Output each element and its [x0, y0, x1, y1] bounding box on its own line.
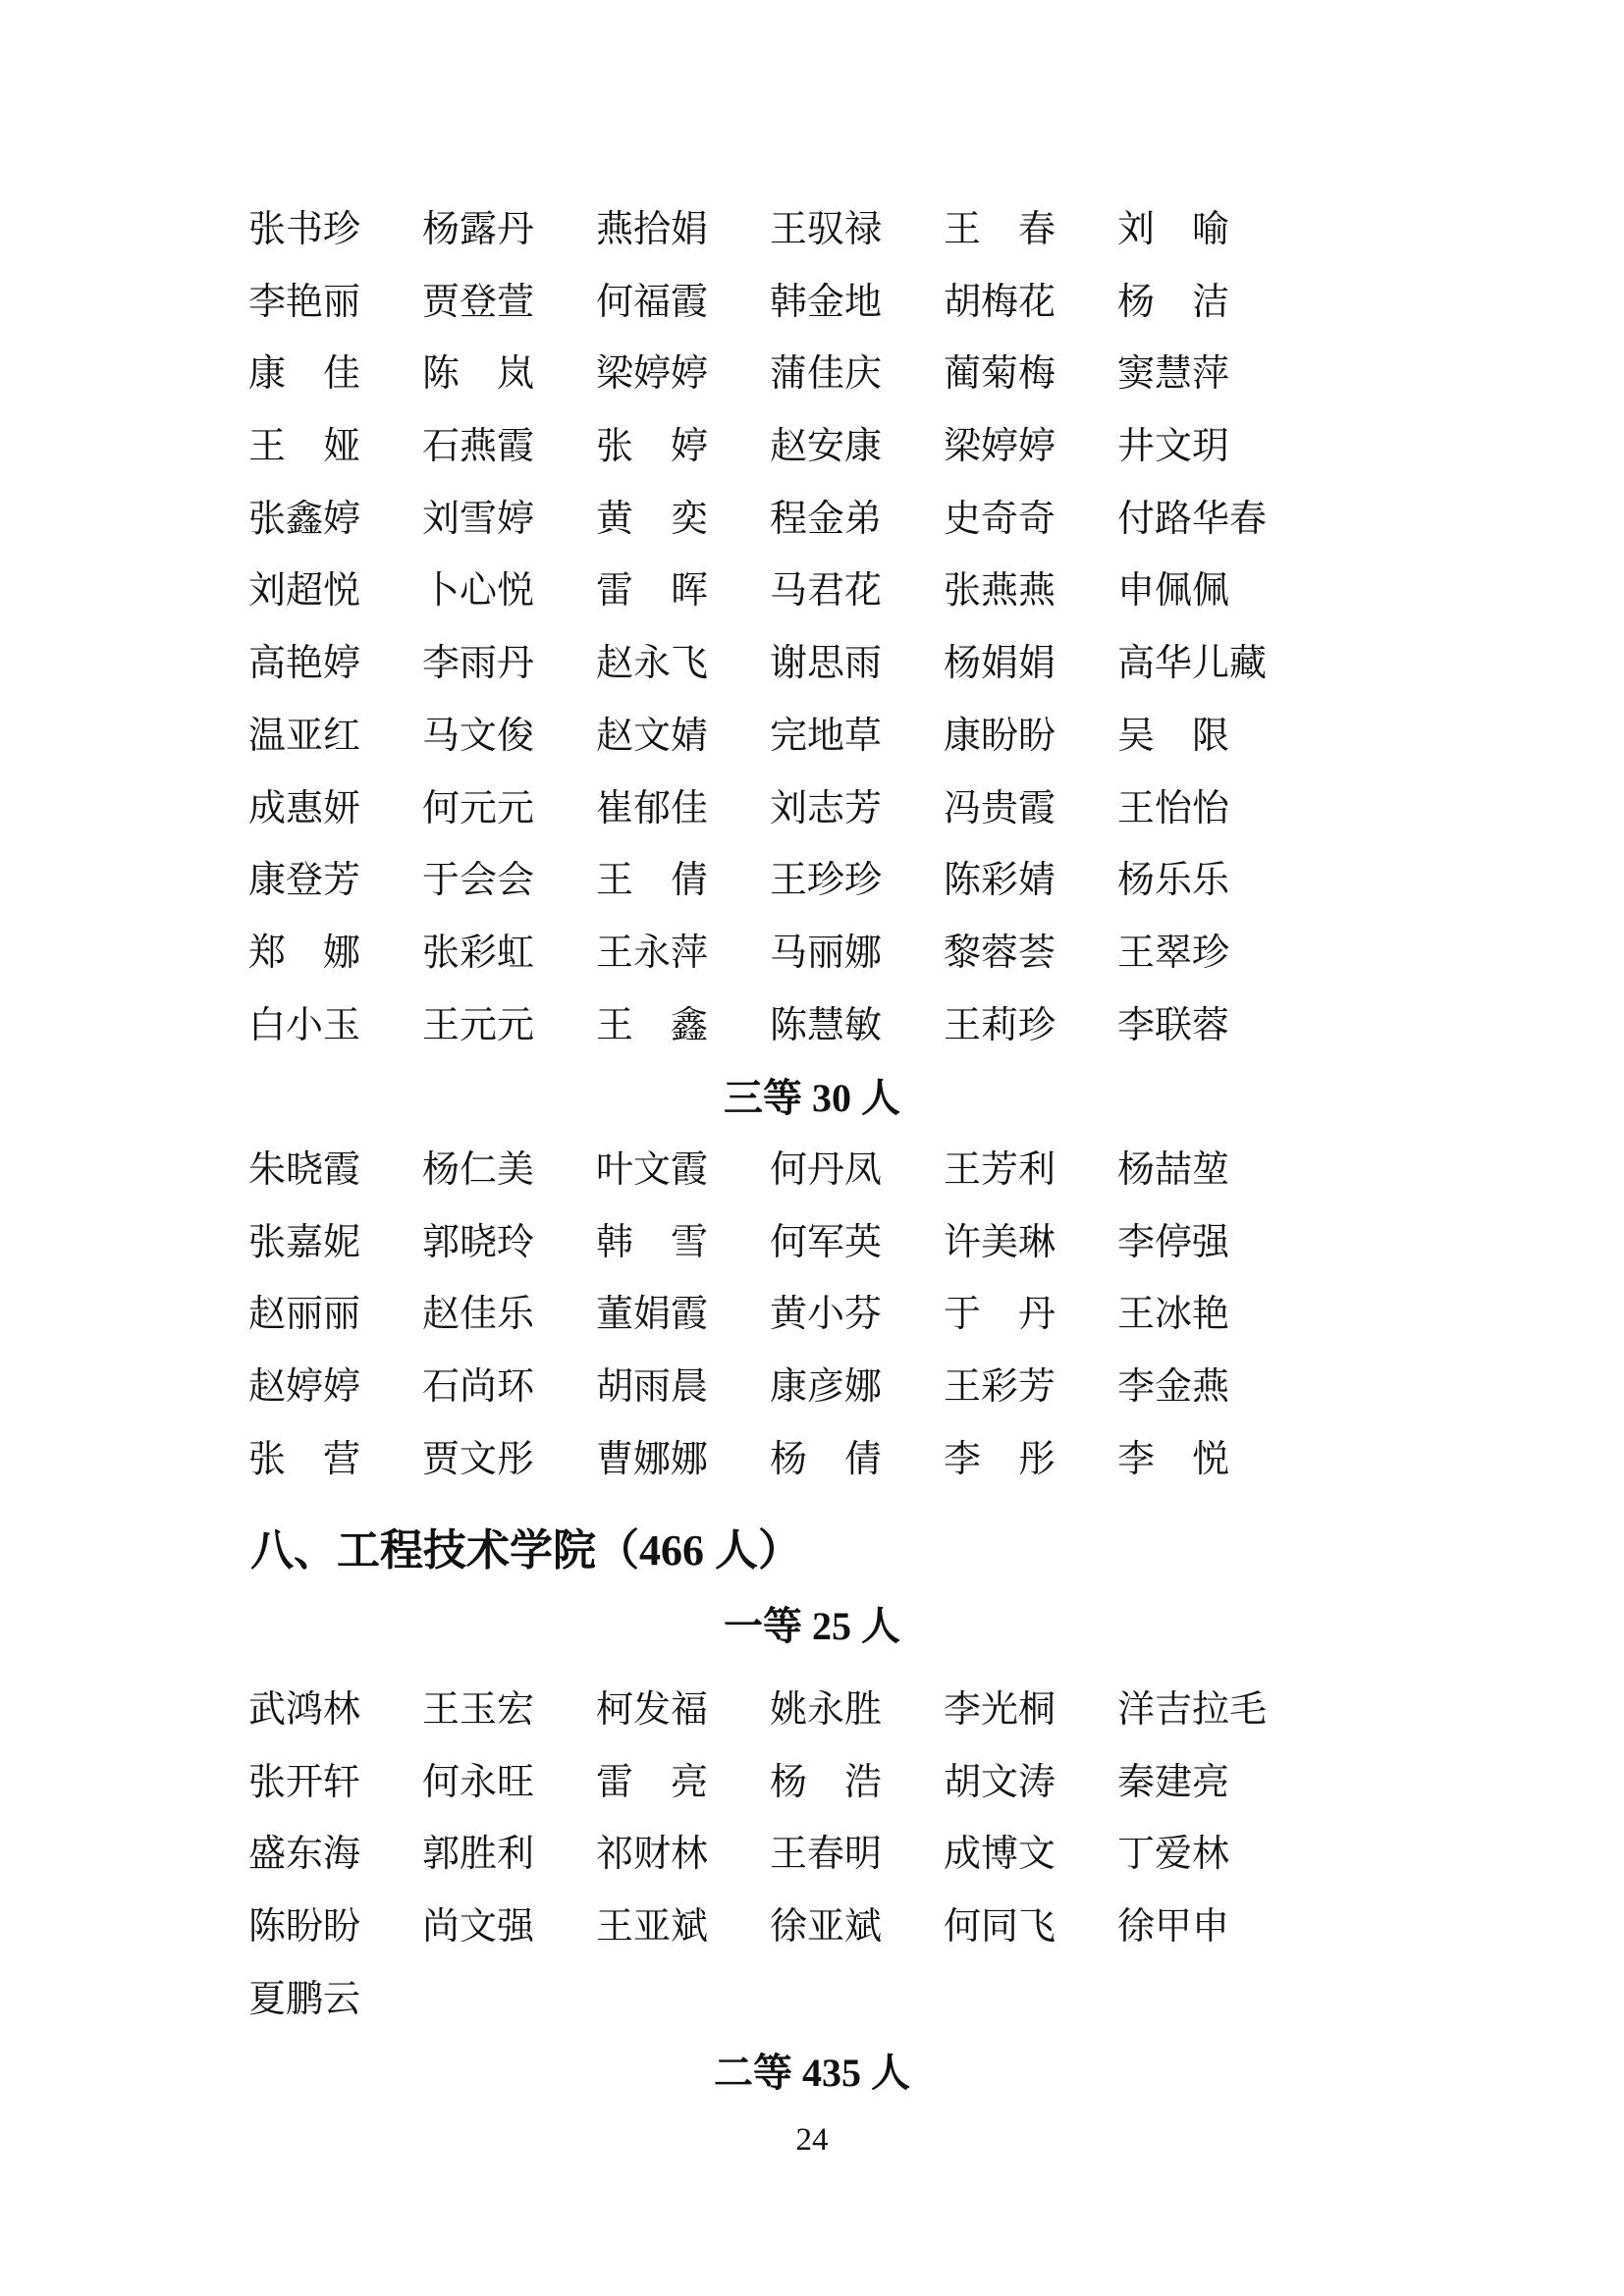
name-cell: 柯发福	[596, 1689, 709, 1732]
name-cell: 王 春	[944, 209, 1056, 250]
name-cell: 曹娜娜	[596, 1438, 709, 1480]
name-cell: 陈彩婧	[944, 860, 1056, 902]
name-cell: 胡雨晨	[596, 1366, 709, 1408]
name-row	[248, 845, 1624, 918]
name-cell: 尚文强	[422, 1906, 535, 1949]
name-cell: 胡文涛	[944, 1761, 1056, 1803]
name-cell: 康 佳	[248, 353, 361, 396]
name-row	[248, 1279, 1624, 1352]
name-row	[248, 628, 1624, 701]
name-cell: 王亚斌	[596, 1906, 709, 1949]
name-cell: 杨 浩	[770, 1761, 883, 1803]
name-cell: 陈慧敏	[770, 1004, 883, 1046]
name-cell: 程金弟	[770, 498, 883, 540]
name-cell: 郑 娜	[248, 932, 361, 974]
name-cell: 杨 倩	[770, 1438, 883, 1480]
name-cell: 董娟霞	[596, 1294, 709, 1336]
name-cell: 张彩虹	[422, 932, 535, 974]
name-cell: 李雨丹	[422, 643, 535, 685]
name-cell: 王 娅	[248, 426, 361, 468]
name-row	[248, 918, 1624, 990]
name-row	[248, 1964, 1624, 2037]
name-cell: 姚永胜	[770, 1689, 883, 1732]
name-row	[248, 1352, 1624, 1424]
name-cell: 徐甲申	[1117, 1906, 1230, 1949]
name-cell: 贾文彤	[422, 1438, 535, 1480]
name-cell: 窦慧萍	[1117, 353, 1230, 396]
name-cell: 秦建亮	[1117, 1761, 1230, 1803]
name-cell: 郭晓玲	[422, 1221, 535, 1263]
name-cell: 叶文霞	[596, 1148, 709, 1191]
name-cell: 白小玉	[248, 1004, 361, 1046]
name-cell: 李艳丽	[248, 281, 361, 323]
name-cell: 王莉珍	[944, 1004, 1056, 1046]
name-cell: 于 丹	[944, 1294, 1056, 1336]
name-cell: 张书珍	[248, 209, 361, 250]
name-cell: 赵安康	[770, 426, 883, 468]
name-cell: 吴 限	[1117, 715, 1230, 757]
name-cell: 张嘉妮	[248, 1221, 361, 1263]
name-cell: 康盼盼	[944, 715, 1056, 757]
name-cell: 张燕燕	[944, 570, 1056, 613]
name-cell: 杨 洁	[1117, 281, 1230, 323]
name-cell: 马君花	[770, 570, 883, 613]
name-cell: 高艳婷	[248, 643, 361, 685]
name-cell: 王驭禄	[770, 209, 883, 250]
page-number: 24	[795, 2122, 829, 2158]
college-section-heading: 八、工程技术学院（466 人）	[250, 1526, 801, 1575]
name-cell: 卜心悦	[422, 570, 535, 613]
tier2-heading: 二等 435 人	[714, 2050, 910, 2095]
name-cell: 雷 晖	[596, 570, 709, 613]
name-cell: 何元元	[422, 787, 535, 829]
name-cell: 刘雪婷	[422, 498, 535, 540]
name-cell: 王冰艳	[1117, 1294, 1230, 1336]
name-cell: 郭胜利	[422, 1834, 535, 1876]
name-row	[248, 990, 1624, 1063]
name-cell: 李 悦	[1117, 1438, 1230, 1480]
name-cell: 赵永飞	[596, 643, 709, 685]
name-cell: 韩 雪	[596, 1221, 709, 1263]
name-cell: 张开轩	[248, 1761, 361, 1803]
name-cell: 王永萍	[596, 932, 709, 974]
name-cell: 贾登萱	[422, 281, 535, 323]
name-cell: 冯贵霞	[944, 787, 1056, 829]
name-cell: 于会会	[422, 860, 535, 902]
name-cell: 武鸿林	[248, 1689, 361, 1732]
name-cell: 杨乐乐	[1117, 860, 1230, 902]
name-cell: 付路华春	[1117, 498, 1268, 540]
name-cell: 何丹凤	[770, 1148, 883, 1191]
name-cell: 梁婷婷	[596, 353, 709, 396]
name-cell: 康彦娜	[770, 1366, 883, 1408]
name-cell: 王 鑫	[596, 1004, 709, 1046]
name-cell: 王元元	[422, 1004, 535, 1046]
name-cell: 刘志芳	[770, 787, 883, 829]
name-cell: 胡梅花	[944, 281, 1056, 323]
name-cell: 张 营	[248, 1438, 361, 1480]
name-cell: 崔郁佳	[596, 787, 709, 829]
name-cell: 燕拾娟	[596, 209, 709, 250]
name-cell: 史奇奇	[944, 498, 1056, 540]
name-cell: 许美琳	[944, 1221, 1056, 1263]
name-cell: 陈 岚	[422, 353, 535, 396]
name-row	[248, 484, 1624, 557]
name-cell: 杨娟娟	[944, 643, 1056, 685]
name-cell: 王玉宏	[422, 1689, 535, 1732]
name-row	[248, 701, 1624, 774]
name-cell: 赵婷婷	[248, 1366, 361, 1408]
name-cell: 谢思雨	[770, 643, 883, 685]
name-cell: 赵佳乐	[422, 1294, 535, 1336]
name-cell: 王彩芳	[944, 1366, 1056, 1408]
name-cell: 王春明	[770, 1834, 883, 1876]
name-cell: 徐亚斌	[770, 1906, 883, 1949]
name-cell: 祁财林	[596, 1834, 709, 1876]
name-cell: 杨仁美	[422, 1148, 535, 1191]
name-cell: 盛东海	[248, 1834, 361, 1876]
name-row	[248, 1819, 1624, 1892]
name-cell: 杨喆堃	[1117, 1148, 1230, 1191]
name-cell: 马文俊	[422, 715, 535, 757]
name-row	[248, 194, 1624, 267]
name-cell: 成博文	[944, 1834, 1056, 1876]
name-cell: 杨露丹	[422, 209, 535, 250]
name-row	[248, 1892, 1624, 1964]
name-cell: 李金燕	[1117, 1366, 1230, 1408]
name-cell: 丁爱林	[1117, 1834, 1230, 1876]
name-cell: 马丽娜	[770, 932, 883, 974]
name-cell: 石尚环	[422, 1366, 535, 1408]
name-row	[248, 774, 1624, 846]
name-cell: 张 婷	[596, 426, 709, 468]
name-cell: 温亚红	[248, 715, 361, 757]
name-row	[248, 339, 1624, 411]
name-cell: 蒲佳庆	[770, 353, 883, 396]
name-cell: 夏鹏云	[248, 1978, 361, 2020]
tier1-heading: 一等 25 人	[724, 1604, 900, 1649]
name-cell: 井文玥	[1117, 426, 1230, 468]
name-cell: 韩金地	[770, 281, 883, 323]
name-cell: 何福霞	[596, 281, 709, 323]
name-cell: 李 彤	[944, 1438, 1056, 1480]
name-cell: 刘 喻	[1117, 209, 1230, 250]
name-row	[248, 411, 1624, 484]
name-cell: 黄 奕	[596, 498, 709, 540]
name-cell: 刘超悦	[248, 570, 361, 613]
page-content	[0, 194, 1624, 2109]
name-row	[248, 1424, 1624, 1497]
name-cell: 蔺菊梅	[944, 353, 1056, 396]
tier3-heading: 三等 30 人	[724, 1076, 900, 1121]
name-cell: 洋吉拉毛	[1117, 1689, 1268, 1732]
name-cell: 王珍珍	[770, 860, 883, 902]
name-cell: 李联蓉	[1117, 1004, 1230, 1046]
name-cell: 李停强	[1117, 1221, 1230, 1263]
name-row	[248, 556, 1624, 628]
name-cell: 雷 亮	[596, 1761, 709, 1803]
name-cell: 王怡怡	[1117, 787, 1230, 829]
name-cell: 梁婷婷	[944, 426, 1056, 468]
name-cell: 石燕霞	[422, 426, 535, 468]
name-row	[248, 1207, 1624, 1280]
name-row	[248, 1135, 1624, 1207]
name-cell: 李光桐	[944, 1689, 1056, 1732]
name-cell: 张鑫婷	[248, 498, 361, 540]
name-cell: 陈盼盼	[248, 1906, 361, 1949]
name-row	[248, 1747, 1624, 1820]
name-cell: 黎蓉荟	[944, 932, 1056, 974]
name-cell: 成惠妍	[248, 787, 361, 829]
name-cell: 高华儿藏	[1117, 643, 1268, 685]
name-cell: 赵丽丽	[248, 1294, 361, 1336]
name-cell: 完地草	[770, 715, 883, 757]
name-cell: 朱晓霞	[248, 1148, 361, 1191]
name-cell: 王翠珍	[1117, 932, 1230, 974]
name-cell: 申佩佩	[1117, 570, 1230, 613]
name-cell: 何永旺	[422, 1761, 535, 1803]
name-cell: 何同飞	[944, 1906, 1056, 1949]
name-cell: 赵文婧	[596, 715, 709, 757]
name-row	[248, 1675, 1624, 1747]
name-cell: 康登芳	[248, 860, 361, 902]
name-cell: 何军英	[770, 1221, 883, 1263]
name-cell: 王芳利	[944, 1148, 1056, 1191]
name-row	[248, 267, 1624, 340]
name-cell: 黄小芬	[770, 1294, 883, 1336]
name-cell: 王 倩	[596, 860, 709, 902]
